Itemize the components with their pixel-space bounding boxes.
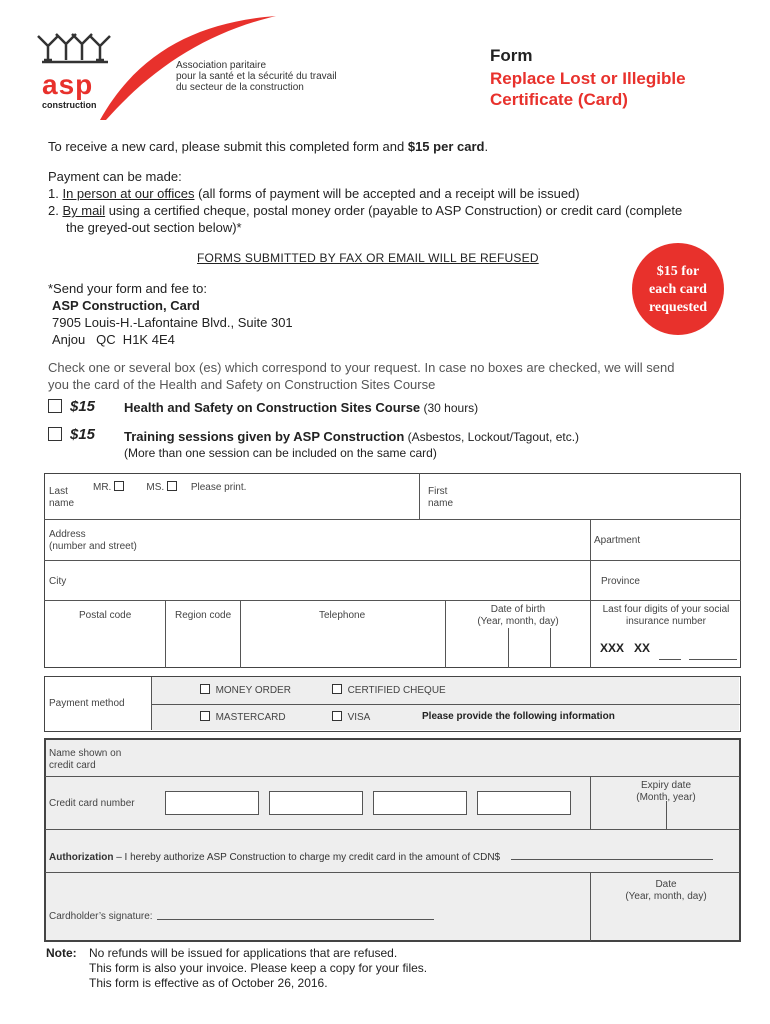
check-instructions bbox=[48, 359, 675, 393]
row-divider bbox=[45, 776, 740, 777]
last-name-label: Last name bbox=[49, 486, 75, 509]
cheque-checkbox[interactable] bbox=[332, 684, 342, 694]
logo-text: asp bbox=[42, 69, 94, 100]
signature-label: Cardholder’s signature: bbox=[49, 911, 153, 922]
assoc-line-3: du secteur de la construction bbox=[176, 82, 304, 93]
badge-line-2: each card bbox=[649, 282, 707, 297]
first-name-label: First name bbox=[428, 486, 454, 509]
region-code-label: Region code bbox=[175, 610, 232, 621]
item-2-number: 2. bbox=[48, 203, 63, 218]
check-instr-line-2: you the card of the Health and Safety on Construction Sites Course bbox=[48, 377, 436, 392]
mr-checkbox[interactable] bbox=[114, 481, 124, 491]
training-title: Training sessions given by ASP Construction bbox=[124, 429, 405, 444]
training-checkbox[interactable] bbox=[48, 427, 62, 441]
col-divider bbox=[165, 600, 166, 668]
date-label: Date (Year, month, day) bbox=[625, 879, 707, 902]
payment-info bbox=[48, 168, 748, 236]
authorization-rest: – I hereby authorize ASP Construction to charge my credit card in the amount of CDN$ bbox=[113, 852, 501, 863]
provide-info-text: Please provide the following information bbox=[422, 711, 615, 722]
col-divider bbox=[508, 628, 509, 668]
send-line: *Send your form and fee to: bbox=[48, 281, 207, 296]
col-divider bbox=[590, 600, 591, 668]
card-number-group-2[interactable] bbox=[269, 791, 363, 815]
ms-label: MS. bbox=[146, 482, 165, 493]
training-text bbox=[124, 429, 579, 444]
item-1-underlined: In person at our offices bbox=[62, 186, 195, 201]
first-name-input[interactable] bbox=[470, 480, 735, 516]
mastercard-label: MASTERCARD bbox=[215, 712, 286, 723]
address-street: 7905 Louis-H.-Lafontaine Blvd., Suite 301 bbox=[52, 315, 293, 330]
card-number-group-1[interactable] bbox=[165, 791, 259, 815]
payment-item-2-cont: the greyed-out section below)* bbox=[66, 220, 242, 235]
province-label: Province bbox=[601, 576, 640, 587]
authorization-text bbox=[49, 852, 500, 863]
amount-line[interactable] bbox=[511, 859, 713, 860]
row-divider bbox=[151, 704, 740, 705]
assoc-line-2: pour la santé et la sécurité du travail bbox=[176, 71, 337, 82]
money-order-checkbox[interactable] bbox=[200, 684, 210, 694]
col-divider bbox=[550, 628, 551, 668]
cheque-label: CERTIFIED CHEQUE bbox=[347, 685, 446, 696]
mailing-address bbox=[48, 280, 293, 348]
badge-line-1: $15 for bbox=[656, 264, 700, 279]
dob-label: Date of birth (Year, month, day) bbox=[477, 604, 559, 627]
mr-label: MR. bbox=[93, 482, 112, 493]
option-course[interactable] bbox=[48, 398, 479, 415]
intro-text bbox=[48, 139, 488, 154]
title-line-2: Certificate (Card) bbox=[490, 90, 628, 109]
intro-pre: To receive a new card, please submit this completed form and bbox=[48, 139, 408, 154]
payment-heading: Payment can be made: bbox=[48, 169, 182, 184]
visa-option[interactable] bbox=[332, 711, 370, 724]
sin-label: Last four digits of your social insurance number bbox=[602, 604, 730, 627]
row-divider bbox=[44, 560, 741, 561]
training-price: $15 bbox=[70, 426, 96, 443]
option-training[interactable] bbox=[48, 426, 580, 444]
row-divider bbox=[45, 829, 740, 830]
signature-line[interactable] bbox=[157, 919, 434, 920]
last-name-input[interactable] bbox=[90, 496, 415, 516]
telephone-label: Telephone bbox=[319, 610, 366, 621]
sin-xx: XX bbox=[634, 641, 651, 655]
expiry-label: Expiry date (Month, year) bbox=[636, 780, 696, 803]
note-text bbox=[89, 946, 427, 991]
check-instr-line-1: Check one or several box (es) which correspond to your request. In case no boxes are checked, we will send bbox=[48, 360, 675, 375]
postal-code-label: Postal code bbox=[79, 610, 132, 621]
card-number-group-4[interactable] bbox=[477, 791, 571, 815]
course-title: Health and Safety on Construction Sites Course bbox=[124, 400, 421, 415]
money-order-option[interactable] bbox=[200, 684, 291, 697]
sin-masked bbox=[600, 641, 650, 655]
card-number-label: Credit card number bbox=[49, 798, 135, 809]
sin-blank-2[interactable] bbox=[689, 659, 737, 660]
col-divider bbox=[590, 873, 591, 941]
mastercard-checkbox[interactable] bbox=[200, 711, 210, 721]
badge-line-3: requested bbox=[648, 300, 708, 315]
please-print: Please print. bbox=[190, 482, 247, 493]
col-divider bbox=[666, 801, 667, 829]
title-line-1: Replace Lost or Illegible bbox=[490, 69, 686, 88]
col-divider bbox=[590, 519, 591, 600]
col-divider bbox=[419, 473, 420, 519]
mastercard-option[interactable] bbox=[200, 711, 286, 724]
page-title bbox=[490, 68, 686, 110]
association-name bbox=[176, 60, 337, 93]
logo-subtext: construction bbox=[42, 100, 97, 110]
sin-xxx: XXX bbox=[600, 641, 625, 655]
authorization-bold: Authorization bbox=[49, 852, 114, 863]
card-number-group-3[interactable] bbox=[373, 791, 467, 815]
payment-item-1 bbox=[48, 185, 748, 202]
city-label: City bbox=[49, 576, 67, 587]
name-on-card-label: Name shown on credit card bbox=[49, 748, 122, 771]
apartment-label: Apartment bbox=[594, 535, 641, 546]
item-2-rest: using a certified cheque, postal money order (payable to ASP Construction) or credit card (complete bbox=[105, 203, 683, 218]
col-divider bbox=[240, 600, 241, 668]
price-badge bbox=[632, 243, 724, 335]
ms-checkbox[interactable] bbox=[167, 481, 177, 491]
note-line-3: This form is effective as of October 26, 2016. bbox=[89, 976, 328, 990]
item-1-rest: (all forms of payment will be accepted and a receipt will be issued) bbox=[194, 186, 580, 201]
item-2-underlined: By mail bbox=[62, 203, 106, 218]
note-line-2: This form is also your invoice. Please keep a copy for your files. bbox=[89, 961, 428, 975]
note-label: Note: bbox=[46, 946, 77, 960]
row-divider bbox=[44, 600, 741, 601]
row-divider bbox=[45, 872, 740, 873]
visa-checkbox[interactable] bbox=[332, 711, 342, 721]
title-options bbox=[93, 481, 246, 494]
fax-warning: FORMS SUBMITTED BY FAX OR EMAIL WILL BE REFUSED bbox=[197, 251, 539, 265]
cheque-option[interactable] bbox=[332, 684, 446, 697]
money-order-label: MONEY ORDER bbox=[215, 685, 291, 696]
payment-item-2 bbox=[48, 202, 748, 219]
note-line-1: No refunds will be issued for applications that are refused. bbox=[89, 946, 398, 960]
address-label: Address (number and street) bbox=[49, 529, 137, 552]
intro-post: . bbox=[484, 139, 489, 154]
course-text bbox=[124, 400, 478, 415]
name-on-card-input[interactable] bbox=[140, 742, 735, 772]
course-price: $15 bbox=[70, 398, 96, 415]
training-detail: (Asbestos, Lockout/Tagout, etc.) bbox=[404, 430, 580, 444]
course-checkbox[interactable] bbox=[48, 399, 62, 413]
address-name: ASP Construction, Card bbox=[52, 298, 200, 313]
training-note: (More than one session can be included on the same card) bbox=[124, 446, 437, 460]
visa-label: VISA bbox=[347, 712, 371, 723]
intro-bold: $15 per card bbox=[407, 139, 485, 154]
col-divider bbox=[590, 776, 591, 829]
sin-blank-1[interactable] bbox=[659, 659, 681, 660]
form-label: Form bbox=[490, 46, 533, 65]
assoc-line-1: Association paritaire bbox=[176, 60, 267, 71]
item-1-number: 1. bbox=[48, 186, 63, 201]
payment-method-label: Payment method bbox=[49, 698, 125, 709]
row-divider bbox=[44, 519, 741, 520]
course-detail: (30 hours) bbox=[420, 401, 479, 415]
col-divider bbox=[445, 600, 446, 668]
address-city: Anjou QC H1K 4E4 bbox=[52, 332, 175, 347]
